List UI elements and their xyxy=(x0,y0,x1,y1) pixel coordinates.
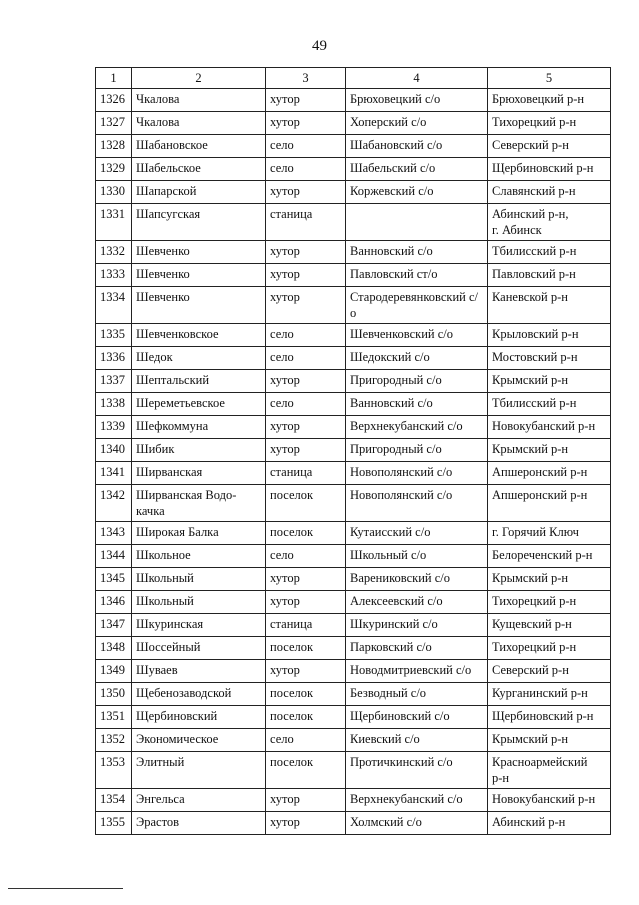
settlement-name: Шереметьевское xyxy=(132,393,266,416)
village-council: Шевченковский с/о xyxy=(346,324,488,347)
table-row xyxy=(96,683,611,706)
table-row xyxy=(96,568,611,591)
village-council: Школьный с/о xyxy=(346,545,488,568)
table-row xyxy=(96,485,611,522)
village-council: Киевский с/о xyxy=(346,729,488,752)
settlement-name: Шевченко xyxy=(132,241,266,264)
settlement-name: Шуваев xyxy=(132,660,266,683)
row-number: 1327 xyxy=(96,112,132,135)
table-row xyxy=(96,439,611,462)
settlement-name: Широкая Балка xyxy=(132,522,266,545)
district: Тихорецкий р-н xyxy=(488,637,611,660)
table-row xyxy=(96,812,611,835)
settlement-name: Шабельское xyxy=(132,158,266,181)
row-number: 1337 xyxy=(96,370,132,393)
row-number: 1350 xyxy=(96,683,132,706)
settlement-name: Шибик xyxy=(132,439,266,462)
village-council xyxy=(346,204,488,241)
settlement-name: Шептальский xyxy=(132,370,266,393)
row-number: 1355 xyxy=(96,812,132,835)
column-header: 2 xyxy=(132,68,266,89)
row-number: 1352 xyxy=(96,729,132,752)
district: Крымский р-н xyxy=(488,370,611,393)
settlement-type: село xyxy=(266,729,346,752)
district: Тихорецкий р-н xyxy=(488,591,611,614)
settlement-name: Шкуринская xyxy=(132,614,266,637)
district: Новокубанский р-н xyxy=(488,416,611,439)
settlement-type: хутор xyxy=(266,416,346,439)
table-row xyxy=(96,752,611,789)
district: Новокубанский р-н xyxy=(488,789,611,812)
settlement-type: хутор xyxy=(266,89,346,112)
table-row xyxy=(96,112,611,135)
district: Крымский р-н xyxy=(488,439,611,462)
table-row xyxy=(96,614,611,637)
village-council: Ванновский с/о xyxy=(346,393,488,416)
village-council: Ванновский с/о xyxy=(346,241,488,264)
row-number: 1344 xyxy=(96,545,132,568)
settlement-type: село xyxy=(266,158,346,181)
district: Курганинский р-н xyxy=(488,683,611,706)
settlement-name: Ширванская xyxy=(132,462,266,485)
settlement-name: Эрастов xyxy=(132,812,266,835)
village-council: Щербиновский с/о xyxy=(346,706,488,729)
village-council: Коржевский с/о xyxy=(346,181,488,204)
settlement-type: станица xyxy=(266,614,346,637)
column-header: 4 xyxy=(346,68,488,89)
village-council: Парковский с/о xyxy=(346,637,488,660)
settlement-name: Шевченко xyxy=(132,287,266,324)
settlement-type: станица xyxy=(266,462,346,485)
village-council: Хоперский с/о xyxy=(346,112,488,135)
settlement-type: хутор xyxy=(266,112,346,135)
settlements-table xyxy=(95,67,611,835)
settlement-type: станица xyxy=(266,204,346,241)
settlement-type: село xyxy=(266,545,346,568)
table-row xyxy=(96,241,611,264)
row-number: 1332 xyxy=(96,241,132,264)
row-number: 1354 xyxy=(96,789,132,812)
settlement-name: Школьный xyxy=(132,591,266,614)
footnote-divider xyxy=(8,888,123,889)
row-number: 1329 xyxy=(96,158,132,181)
district: Крымский р-н xyxy=(488,729,611,752)
table-header-row xyxy=(96,68,611,89)
settlement-name: Шевченковское xyxy=(132,324,266,347)
village-council: Брюховецкий с/о xyxy=(346,89,488,112)
table-row xyxy=(96,204,611,241)
district: г. Горячий Ключ xyxy=(488,522,611,545)
row-number: 1347 xyxy=(96,614,132,637)
district: Кущевский р-н xyxy=(488,614,611,637)
settlement-name: Щербиновский xyxy=(132,706,266,729)
village-council: Шабановский с/о xyxy=(346,135,488,158)
settlement-type: село xyxy=(266,324,346,347)
row-number: 1328 xyxy=(96,135,132,158)
village-council: Шкуринский с/о xyxy=(346,614,488,637)
settlement-type: хутор xyxy=(266,241,346,264)
settlement-name: Чкалова xyxy=(132,112,266,135)
row-number: 1348 xyxy=(96,637,132,660)
table-row xyxy=(96,393,611,416)
village-council: Пригородный с/о xyxy=(346,370,488,393)
district: Белореченский р-н xyxy=(488,545,611,568)
table-row xyxy=(96,416,611,439)
column-header: 5 xyxy=(488,68,611,89)
settlement-name: Школьное xyxy=(132,545,266,568)
district: Тбилисский р-н xyxy=(488,393,611,416)
settlement-type: поселок xyxy=(266,522,346,545)
table-row xyxy=(96,347,611,370)
table-row xyxy=(96,789,611,812)
settlement-type: хутор xyxy=(266,591,346,614)
village-council: Верхнекубанский с/о xyxy=(346,789,488,812)
settlement-name: Шефкоммуна xyxy=(132,416,266,439)
district: Абинский р-н xyxy=(488,812,611,835)
settlement-type: хутор xyxy=(266,264,346,287)
district: Павловский р-н xyxy=(488,264,611,287)
table-row xyxy=(96,89,611,112)
village-council: Стародеревянковский с/о xyxy=(346,287,488,324)
row-number: 1330 xyxy=(96,181,132,204)
district: Крыловский р-н xyxy=(488,324,611,347)
table-row xyxy=(96,181,611,204)
village-council: Шабельский с/о xyxy=(346,158,488,181)
district: Щербиновский р-н xyxy=(488,158,611,181)
table-row xyxy=(96,324,611,347)
row-number: 1351 xyxy=(96,706,132,729)
settlement-type: поселок xyxy=(266,637,346,660)
district: Славянский р-н xyxy=(488,181,611,204)
column-header: 1 xyxy=(96,68,132,89)
settlement-type: поселок xyxy=(266,485,346,522)
table-row xyxy=(96,637,611,660)
village-council: Алексеевский с/о xyxy=(346,591,488,614)
row-number: 1326 xyxy=(96,89,132,112)
district: Мостовский р-н xyxy=(488,347,611,370)
settlement-name: Шабановское xyxy=(132,135,266,158)
district: Абинский р-н, г. Абинск xyxy=(488,204,611,241)
district: Апшеронский р-н xyxy=(488,485,611,522)
district: Северский р-н xyxy=(488,660,611,683)
table-row xyxy=(96,729,611,752)
page-number: 49 xyxy=(312,38,327,54)
district: Тихорецкий р-н xyxy=(488,112,611,135)
village-council: Новополянский с/о xyxy=(346,485,488,522)
table-row xyxy=(96,462,611,485)
district: Каневской р-н xyxy=(488,287,611,324)
settlement-type: хутор xyxy=(266,287,346,324)
row-number: 1345 xyxy=(96,568,132,591)
row-number: 1349 xyxy=(96,660,132,683)
table-row xyxy=(96,522,611,545)
settlement-name: Шоссейный xyxy=(132,637,266,660)
table-row xyxy=(96,264,611,287)
settlement-type: село xyxy=(266,135,346,158)
settlement-type: поселок xyxy=(266,683,346,706)
settlement-name: Шевченко xyxy=(132,264,266,287)
village-council: Кутаисский с/о xyxy=(346,522,488,545)
settlement-name: Экономическое xyxy=(132,729,266,752)
settlement-name: Школьный xyxy=(132,568,266,591)
column-header: 3 xyxy=(266,68,346,89)
settlement-type: село xyxy=(266,347,346,370)
row-number: 1335 xyxy=(96,324,132,347)
settlement-type: хутор xyxy=(266,568,346,591)
settlement-type: хутор xyxy=(266,370,346,393)
settlement-type: поселок xyxy=(266,706,346,729)
table-row xyxy=(96,135,611,158)
settlement-name: Шапарской xyxy=(132,181,266,204)
district: Крымский р-н xyxy=(488,568,611,591)
settlement-name: Ширванская Водо- качка xyxy=(132,485,266,522)
settlement-name: Шапсугская xyxy=(132,204,266,241)
row-number: 1346 xyxy=(96,591,132,614)
settlement-type: хутор xyxy=(266,660,346,683)
row-number: 1336 xyxy=(96,347,132,370)
district: Красноармейский р-н xyxy=(488,752,611,789)
table-row xyxy=(96,158,611,181)
table-row xyxy=(96,591,611,614)
settlement-type: хутор xyxy=(266,812,346,835)
table-row xyxy=(96,545,611,568)
table-row xyxy=(96,287,611,324)
village-council: Холмский с/о xyxy=(346,812,488,835)
row-number: 1340 xyxy=(96,439,132,462)
village-council: Безводный с/о xyxy=(346,683,488,706)
village-council: Новополянский с/о xyxy=(346,462,488,485)
village-council: Протичкинский с/о xyxy=(346,752,488,789)
row-number: 1331 xyxy=(96,204,132,241)
district: Северский р-н xyxy=(488,135,611,158)
row-number: 1353 xyxy=(96,752,132,789)
district: Щербиновский р-н xyxy=(488,706,611,729)
settlement-name: Щебенозаводской xyxy=(132,683,266,706)
village-council: Варениковский с/о xyxy=(346,568,488,591)
settlement-type: хутор xyxy=(266,181,346,204)
row-number: 1339 xyxy=(96,416,132,439)
settlement-type: поселок xyxy=(266,752,346,789)
village-council: Шедокский с/о xyxy=(346,347,488,370)
district: Брюховецкий р-н xyxy=(488,89,611,112)
village-council: Новодмитриевский с/о xyxy=(346,660,488,683)
row-number: 1333 xyxy=(96,264,132,287)
settlement-type: хутор xyxy=(266,439,346,462)
village-council: Павловский ст/о xyxy=(346,264,488,287)
village-council: Пригородный с/о xyxy=(346,439,488,462)
settlement-name: Элитный xyxy=(132,752,266,789)
row-number: 1343 xyxy=(96,522,132,545)
settlement-name: Чкалова xyxy=(132,89,266,112)
settlement-type: хутор xyxy=(266,789,346,812)
settlement-type: село xyxy=(266,393,346,416)
row-number: 1338 xyxy=(96,393,132,416)
settlement-name: Энгельса xyxy=(132,789,266,812)
village-council: Верхнекубанский с/о xyxy=(346,416,488,439)
row-number: 1334 xyxy=(96,287,132,324)
row-number: 1341 xyxy=(96,462,132,485)
district: Тбилисский р-н xyxy=(488,241,611,264)
table-row xyxy=(96,706,611,729)
district: Апшеронский р-н xyxy=(488,462,611,485)
row-number: 1342 xyxy=(96,485,132,522)
table-row xyxy=(96,370,611,393)
table-row xyxy=(96,660,611,683)
settlement-name: Шедок xyxy=(132,347,266,370)
